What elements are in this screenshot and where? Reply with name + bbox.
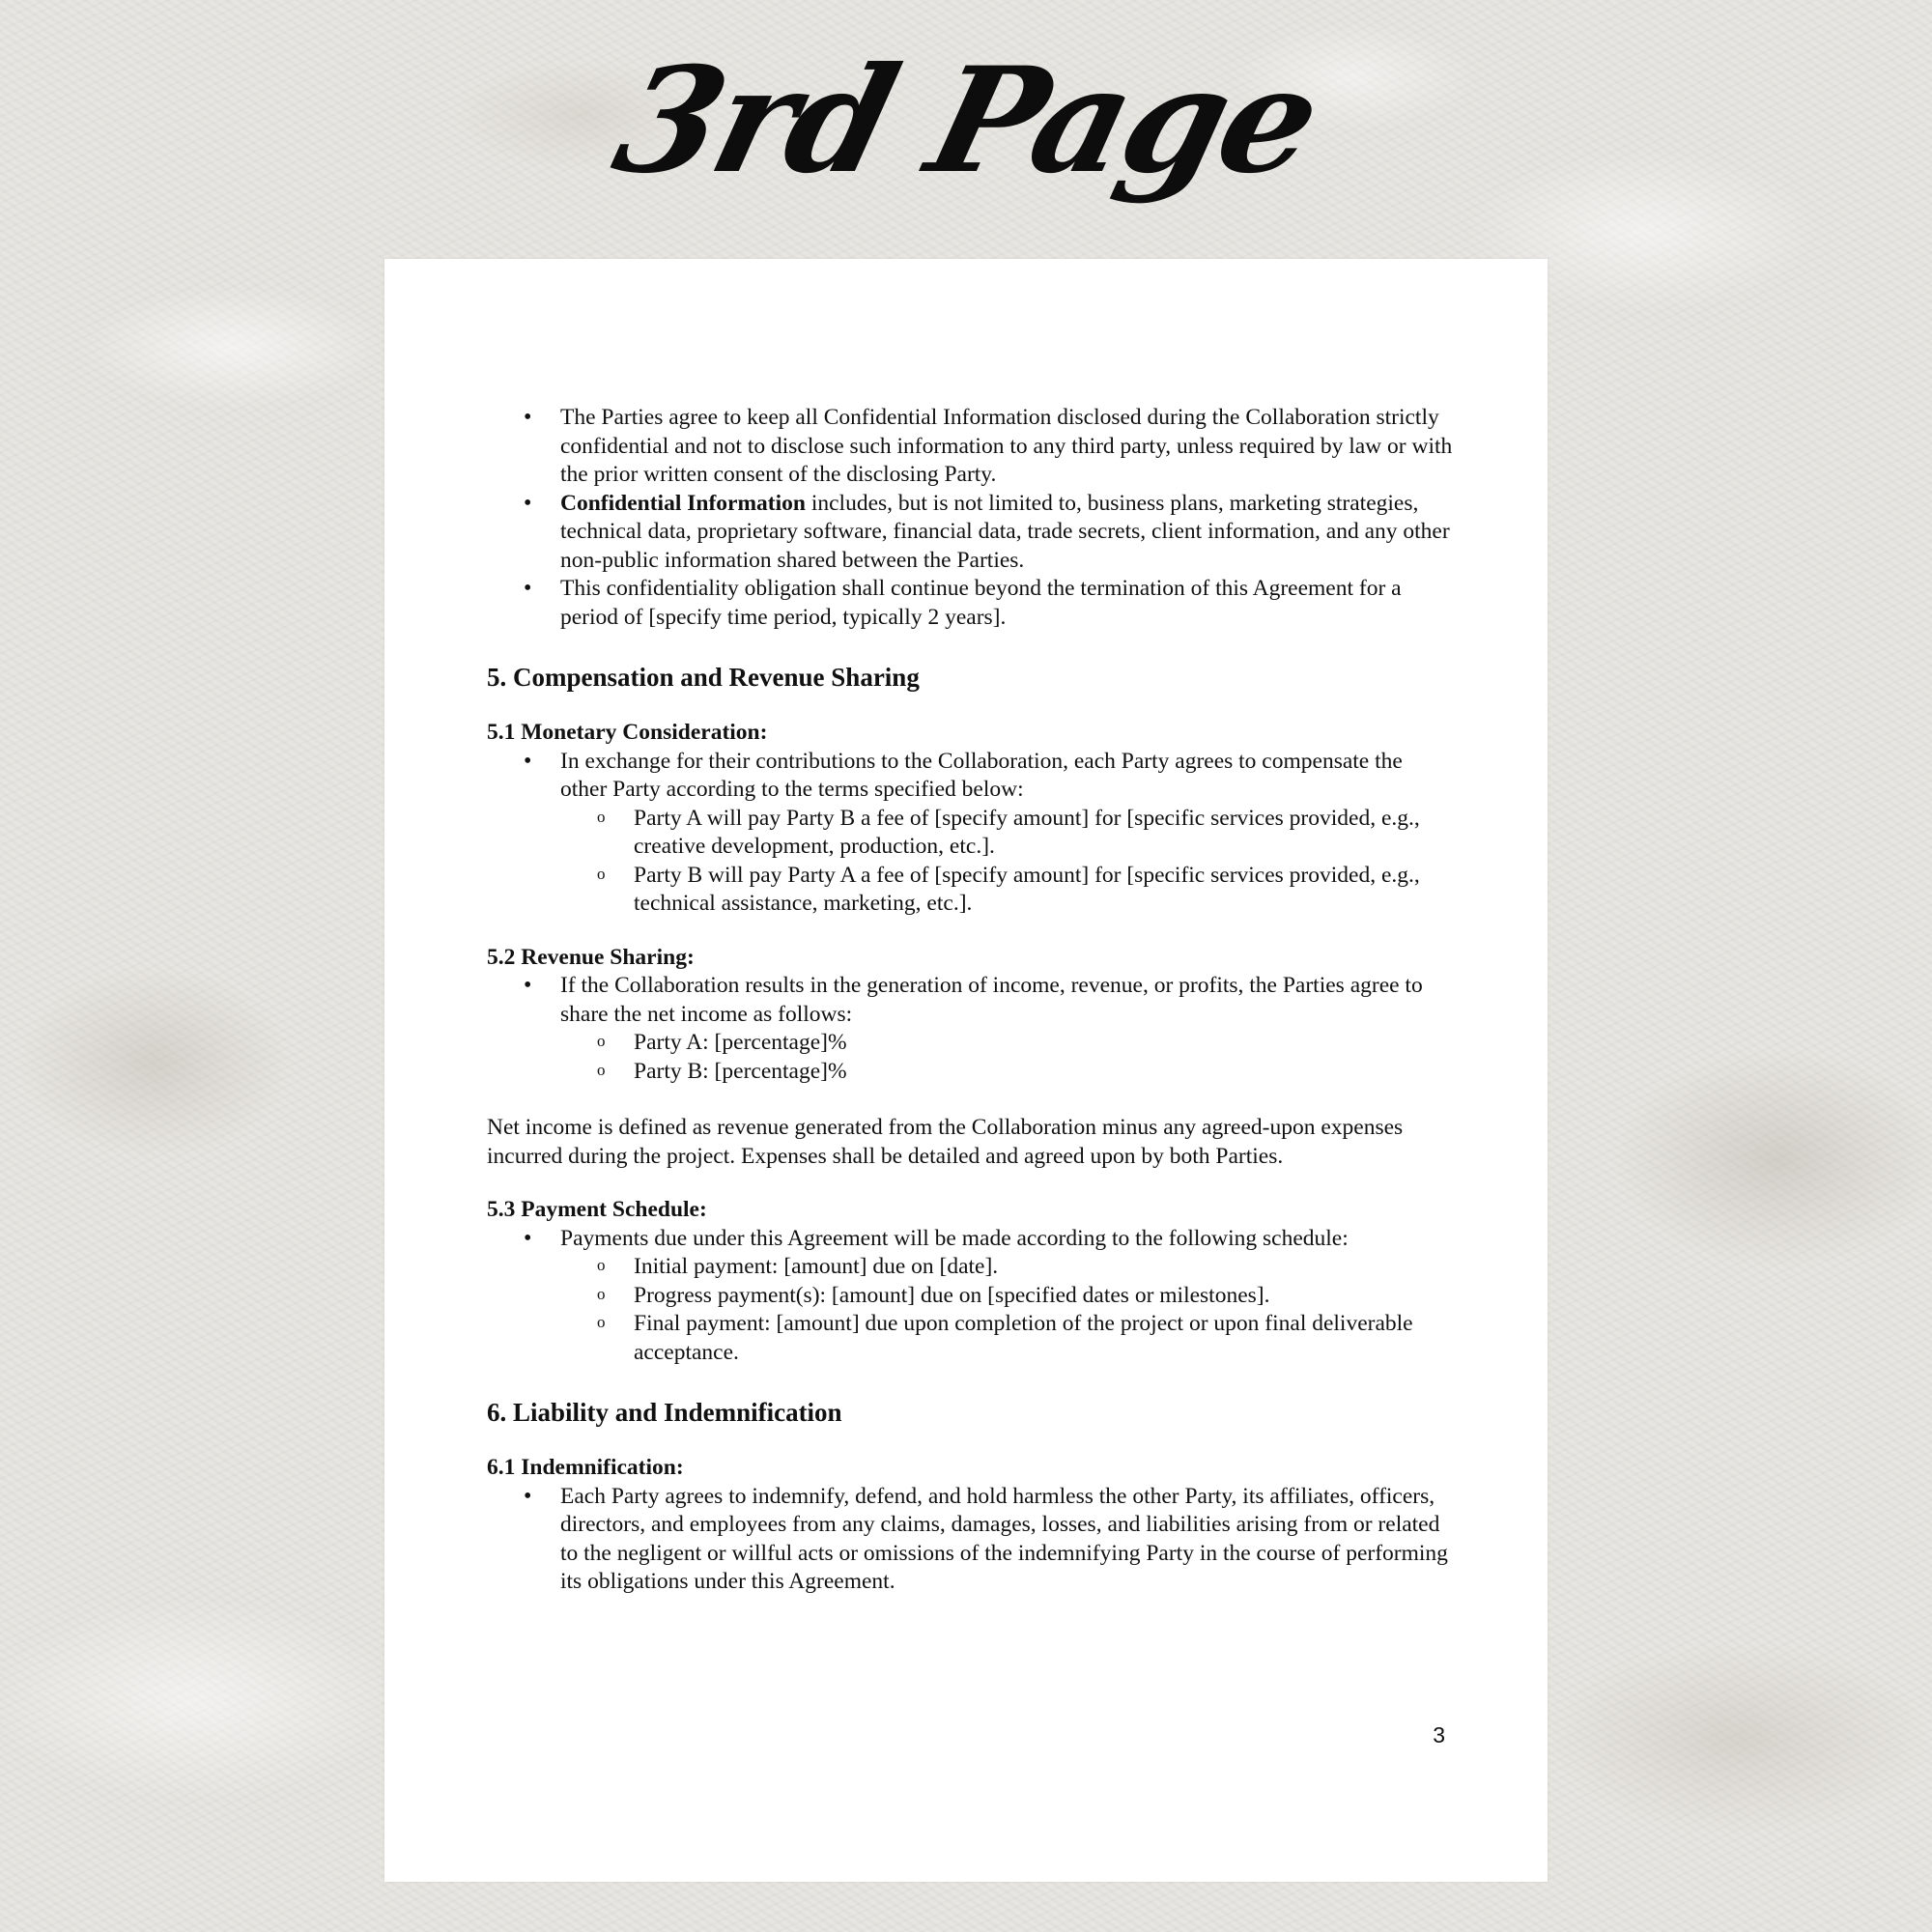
section-5-2-heading: 5.2 Revenue Sharing:	[487, 944, 695, 970]
page-banner-title: 3rd Page	[599, 36, 1333, 206]
list-item	[560, 575, 1453, 632]
page-number: 3	[1433, 1722, 1445, 1747]
confidentiality-list	[487, 404, 1453, 632]
bullet-text: If the Collaboration results in the generation of income, revenue, or profits, the Parties agree to share the net income as follows:	[560, 973, 1423, 1027]
section-6-title: 6. Liability and Indemnification	[487, 1398, 842, 1427]
payment-schedule-list	[487, 1225, 1453, 1368]
sub-list-item: o Party A: [percentage]%	[634, 1029, 1453, 1058]
list-item	[560, 404, 1453, 490]
section-5-3-heading: 5.3 Payment Schedule:	[487, 1197, 707, 1222]
revenue-sharing-list	[487, 972, 1453, 1086]
sub-list	[560, 1029, 1453, 1086]
sub-list-item: o Initial payment: [amount] due on [date].	[634, 1253, 1453, 1282]
sub-list-item: o Party A will pay Party B a fee of [specify amount] for [specific services provided, e.g., creative development, production, etc.].	[634, 805, 1453, 862]
page-banner	[0, 19, 1932, 251]
bullet-text: This confidentiality obligation shall continue beyond the termination of this Agreement for a period of [specify time period, typically 2 years].	[560, 576, 1402, 630]
bullet-bold-term: Confidential Information	[560, 490, 806, 516]
list-item	[560, 748, 1453, 919]
list-item	[560, 1225, 1453, 1368]
sub-list-item: o Progress payment(s): [amount] due on [specified dates or milestones].	[634, 1282, 1453, 1311]
bullet-text: The Parties agree to keep all Confidential Information disclosed during the Collaboration strictly confidential and not to disclose such information to any third party, unless required by law or with the prior written consent of the disclosing Party.	[560, 405, 1453, 487]
document-content	[487, 404, 1453, 1597]
sub-list-item: o Party B will pay Party A a fee of [specify amount] for [specific services provided, e.g., technical assistance, marketing, etc.].	[634, 862, 1453, 919]
list-item	[560, 490, 1453, 576]
indemnification-list	[487, 1483, 1453, 1597]
section-5-title: 5. Compensation and Revenue Sharing	[487, 663, 920, 692]
section-5-1-heading: 5.1 Monetary Consideration:	[487, 720, 768, 745]
sub-list	[560, 805, 1453, 919]
list-item: • Each Party agrees to indemnify, defend, and hold harmless the other Party, its affiliates, officers, directors, and employees from any claims, damages, losses, and liabilities arising from or related to the negligent or willful acts or omissions of the indemnifying Party in the course of performing its obligations under this Agreement.	[560, 1483, 1453, 1597]
sub-list	[560, 1253, 1453, 1367]
bullet-text: includes, but is not limited to, business plans, marketing strategies, technical data, proprietary software, financial data, trade secrets, client information, and any other non-public information shared between the Parties.	[560, 490, 1450, 573]
document-page	[384, 259, 1548, 1882]
sub-list-item: o Party B: [percentage]%	[634, 1058, 1453, 1087]
list-item	[560, 972, 1453, 1086]
bullet-text: In exchange for their contributions to the Collaboration, each Party agrees to compensate the other Party according to the terms specified below:	[560, 748, 1403, 802]
sub-list-item: o Final payment: [amount] due upon completion of the project or upon final deliverable acceptance.	[634, 1310, 1453, 1367]
monetary-consideration-list	[487, 748, 1453, 919]
bullet-text: Payments due under this Agreement will be made according to the following schedule:	[560, 1225, 1349, 1251]
section-6-1-heading: 6.1 Indemnification:	[487, 1455, 684, 1480]
net-income-paragraph: Net income is defined as revenue generated from the Collaboration minus any agreed-upon expenses incurred during the project. Expenses shall be detailed and agreed upon by both Parties.	[487, 1115, 1404, 1169]
